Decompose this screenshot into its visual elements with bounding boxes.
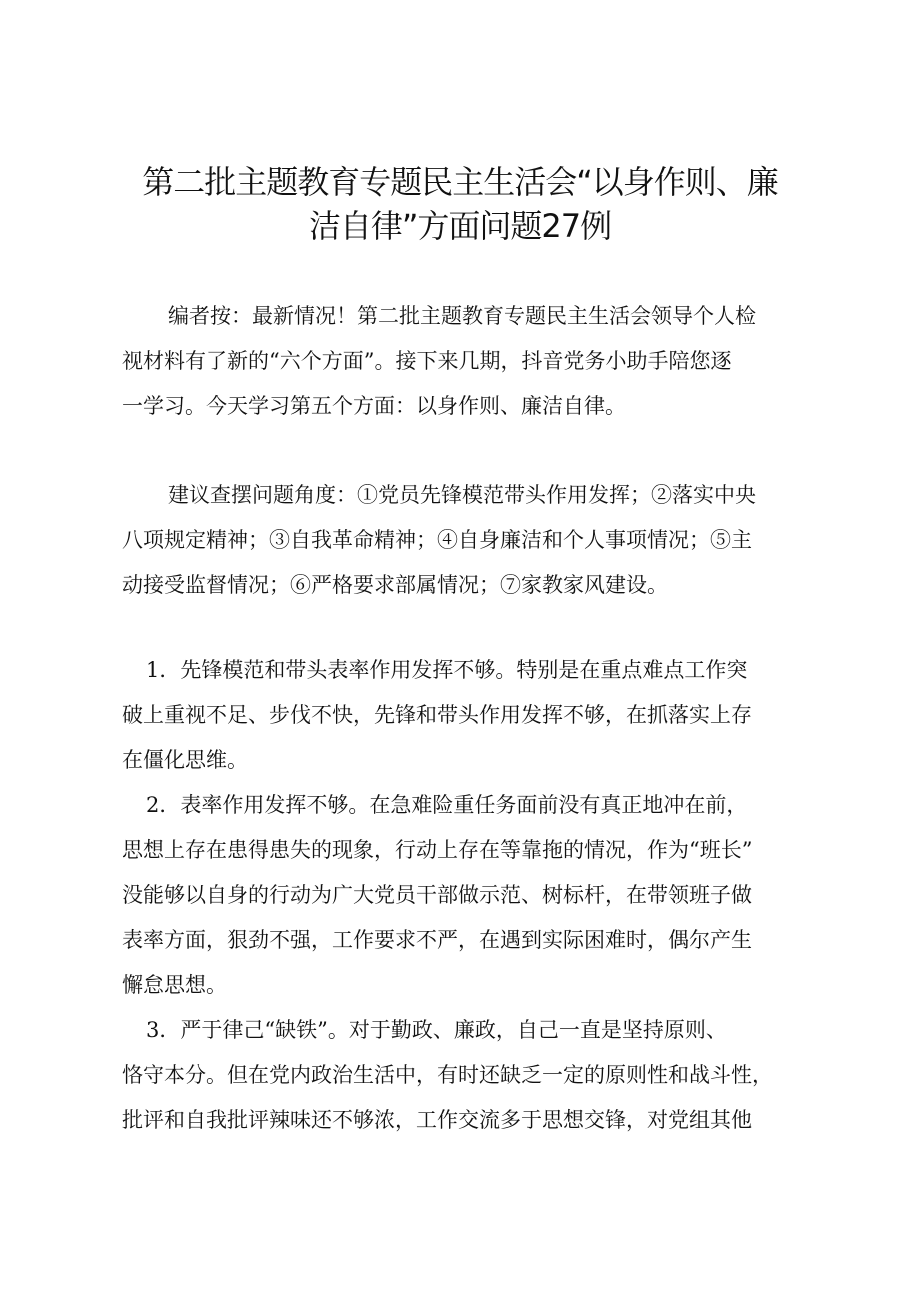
editor-note-line: 视材料有了新的“六个方面”。接下来几期，抖音党务小助手陪您逐 (122, 349, 732, 373)
item-1-line: 在僵化思维。 (122, 748, 248, 772)
editor-note-line: 一学习。今天学习第五个方面：以身作则、廉洁自律。 (122, 394, 626, 418)
editor-note-line: 编者按：最新情况！第二批主题教育专题民主生活会领导个人检 (168, 304, 756, 328)
title-line-1: 第二批主题教育专题民主生活会“以身作则、廉 (142, 163, 778, 201)
suggestion-line: 建议查摆问题角度：①党员先锋模范带头作用发挥；②落实中央 (168, 483, 756, 507)
item-2-line: 思想上存在患得患失的现象，行动上存在等靠拖的情况，作为“班长” (122, 838, 753, 862)
item-2-line: 懈怠思想。 (122, 973, 227, 997)
suggestion-line: 八项规定精神；③自我革命精神；④自身廉洁和个人事项情况；⑤主 (122, 528, 752, 552)
document-title (110, 160, 810, 248)
item-2-line: 没能够以自身的行动为广大党员干部做示范、树标杆，在带领班子做 (122, 883, 752, 907)
item-3-line: 恪守本分。但在党内政治生活中，有时还缺乏一定的原则性和战斗性， (122, 1063, 773, 1087)
title-line-2: 洁自律”方面问题27例 (308, 207, 612, 245)
item-3-line: 批评和自我批评辣味还不够浓，工作交流多于思想交锋，对党组其他 (122, 1108, 752, 1132)
item-3-line: 3．严于律己“缺铁”。对于勤政、廉政，自己一直是坚持原则、 (146, 1018, 727, 1042)
suggestion-paragraph (122, 473, 802, 608)
item-2-line: 表率方面，狠劲不强，工作要求不严，在遇到实际困难时，偶尔产生 (122, 928, 752, 952)
editor-note-paragraph (122, 294, 802, 429)
suggestion-line: 动接受监督情况；⑥严格要求部属情况；⑦家教家风建设。 (122, 573, 668, 597)
item-2-paragraph (122, 783, 802, 1008)
item-1-paragraph (122, 648, 802, 783)
item-3-paragraph (122, 1008, 802, 1143)
item-1-line: 破上重视不足、步伐不快，先锋和带头作用发挥不够，在抓落实上存 (122, 703, 752, 727)
item-2-line: 2．表率作用发挥不够。在急难险重任务面前没有真正地冲在前， (146, 793, 748, 817)
item-1-line: 1．先锋模范和带头表率作用发挥不够。特别是在重点难点工作突 (146, 658, 748, 682)
